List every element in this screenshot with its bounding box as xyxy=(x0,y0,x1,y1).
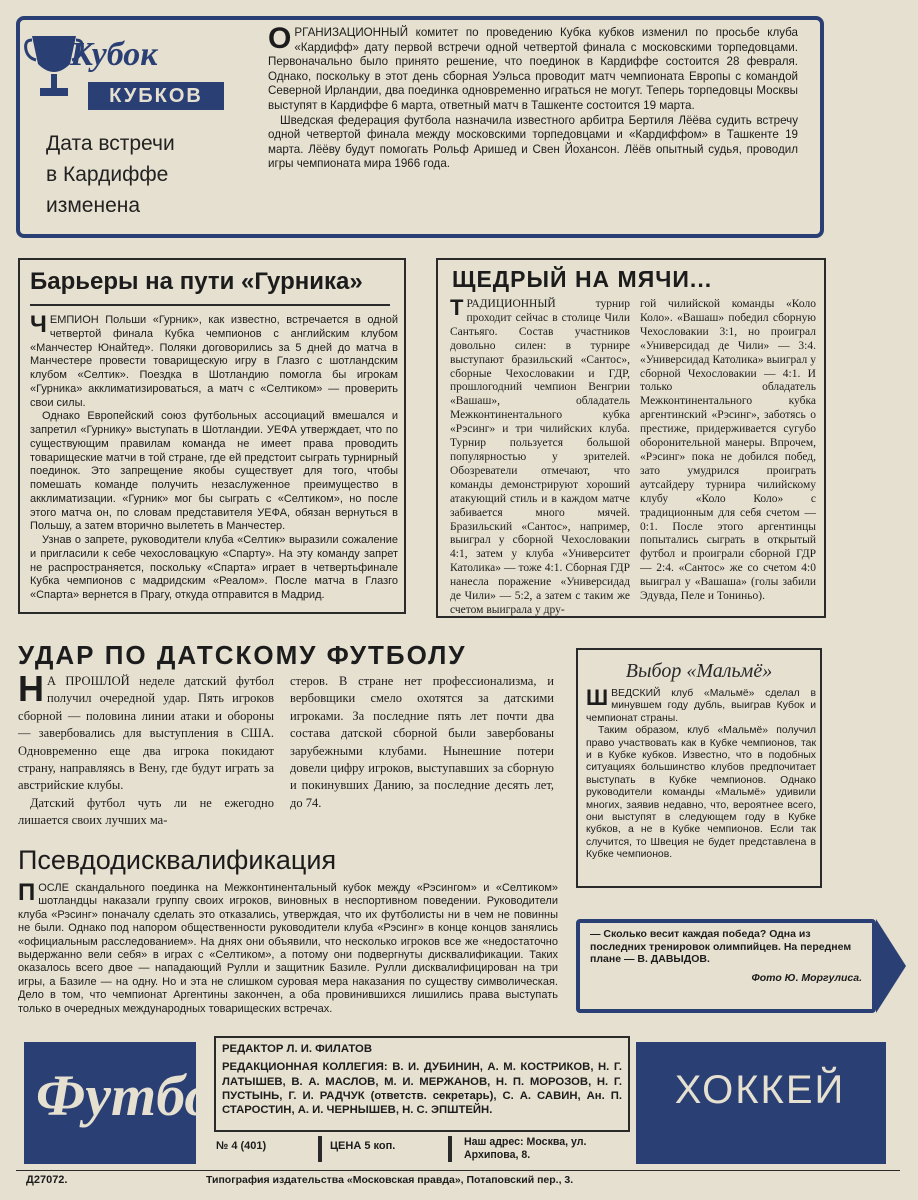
photo-caption xyxy=(590,928,862,984)
pseudo-article xyxy=(18,879,558,1016)
gurnik-headline: Барьеры на пути «Гурника» xyxy=(30,268,363,295)
gurnik-paragraph: Узнав о запрете, руководители клуба «Селтик» выразили сожаление и пригласили к себе чехословацкую «Спарту». На эту команду запрет не распространяется, поскольку «Спарта» играет в четвертьфинале Кубка чемпионов с мадридским «Реалом». После матча в Глазго «Спарта» вернется в Прагу, откуда отправится в Мадрид. xyxy=(30,534,398,601)
hockey-logo: ХОККЕЙ xyxy=(674,1068,846,1112)
drop-cap: Т xyxy=(450,295,464,320)
malmo-article xyxy=(586,685,816,862)
price: ЦЕНА 5 коп. xyxy=(330,1140,396,1152)
address: Наш адрес: Москва, ул. Архипова, 8. xyxy=(464,1136,587,1161)
cup-headline xyxy=(46,128,246,221)
printer-info: Типография издательства «Московская правда», Потаповский пер., 3. xyxy=(206,1174,574,1186)
cup-headline-line: изменена xyxy=(46,194,141,217)
cup-logo-banner: КУБКОВ xyxy=(88,82,224,110)
divider xyxy=(30,304,390,306)
drop-cap: П xyxy=(18,879,36,906)
cup-paragraph: ОРГАНИЗАЦИОННЫЙ комитет по проведению Кубка кубков изменил по просьбе клуба «Кардифф» дату первой встречи одной четвертой финала с московскими торпедовцами. Первоначально было принято решение, что поединок в Кардиффе состоится 28 февраля. Однако, поскольку в этот день сборная Уэльса проводит матч чемпионата Европы с командой Северной Ирландии, два поединка одновременно играться не могут. Теперь торпедовцы Москвы выступят в Кардиффе 6 марта, ответный матч в Ташкенте состоится 19 марта. xyxy=(268,22,798,112)
order-number: Д27072. xyxy=(26,1174,68,1186)
malmo-paragraph: ШВЕДСКИЙ клуб «Мальмё» сделал в минувшем году дубль, выиграв Кубок и чемпионат страны. xyxy=(586,685,816,724)
editor: РЕДАКТОР Л. И. ФИЛАТОВ xyxy=(222,1043,372,1055)
generous-column-1: ТРАДИЦИОННЫЙ турнир проходит сейчас в столице Чили Сантьяго. Состав участников довольно силен: в турнире выступают бразильский «Сантос», сборные Чехословакии и ГДР, прошлогодний чемпион Венгрии «Вашаш», обладатель Межконтинентального кубка «Рэсинг» и три чилийских клуба. Турнир пользуется большой популярностью у зрителей. Обозреватели отмечают, что команды демонстрируют хороший атакующий стиль и в каждом матче забивается много мячей. Бразильский «Сантос», например, выиграл у сборной Чехословакии 4:1, затем у клуба «Университет Католика» — тоже 4:1. Сборная ГДР нанесла поражение «Универсидад де Чили» — 5:2, а затем с таким же счетом выиграла у дру- xyxy=(450,295,630,616)
masthead-staff xyxy=(222,1042,622,1117)
generous-column-2: гой чилийской команды «Коло Коло». «Вашаш» победил сборную Чехословакии 3:1, но проиграл «Универсидад де Чили» — 3:4. «Универсидад Католика» выиграл у сборной Чехословакии — 4:1. И только обладатель Межконтинентального кубка аргентинский «Рэсинг», заботясь о престиже, придерживается сугубо оборонительной манеры. Впрочем, «Рэсинг» пока не добился побед, зато умудрился проиграть аутсайдеру турнира чилийскому клубу «Коло Коло» с традиционным для себя счетом — 0:1. После этого аргентинцы попытались сыграть в открытый футбол и проиграли сборной ГДР — 2:4. «Сантос» же со счетом 4:0 выиграл у «Вашаша» (голы забили Эдувда, Пеле и Тониньо). xyxy=(640,298,816,603)
drop-cap: Ш xyxy=(586,685,609,710)
arrow-right-icon xyxy=(876,919,906,1013)
gurnik-article xyxy=(30,311,398,603)
gurnik-paragraph: ЧЕМПИОН Польши «Гурник», как известно, встречается в одной четвертой финала Кубка чемпионов с английским клубом «Манчестер Юнайтед». Поляки договорились за 5 дней до матча в Манчестере провести товарищескую игру в Глазго с шотландским клубом «Селтик». Поездка в Шотландию помогла бы игрокам «Гурника» акклиматизироваться, а матч с «Селтиком» — проверить свои силы. xyxy=(30,311,398,409)
divider xyxy=(448,1136,452,1162)
cup-logo-script: Кубок xyxy=(70,36,158,73)
drop-cap: Н xyxy=(18,668,44,709)
footbol-logo: Футбол xyxy=(36,1063,242,1128)
photo-credit: Фото Ю. Моргулиса. xyxy=(751,971,862,984)
editorial-board: РЕДАКЦИОННАЯ КОЛЛЕГИЯ: В. И. ДУБИНИН, А. М. КОСТРИКОВ, Н. Г. ЛАТЫШЕВ, В. А. МАСЛОВ, М. И. МЕРЖАНОВ, Н. П. МОРОЗОВ, Н. Г. ПУСТЫНЬ, Г. И. РАДЧУК (ответств. секретарь), С. А. САВИН, Ан. П. СТАРОСТИН, А. И. ЧЕРНЫШЕВ, Н. С. ЭПШТЕЙН. xyxy=(222,1061,622,1117)
danish-column-1 xyxy=(18,668,274,830)
pseudo-headline: Псевдодисквалификация xyxy=(18,845,337,875)
malmo-paragraph: Таким образом, клуб «Мальмё» получил право участвовать как в Кубке чемпионов, так и в Кубке кубков. Известно, что в подобных ситуациях большинство клубов предпочитает выступать в Кубке чемпионов. Однако руководители команды «Мальмё» удивили многих, заявив недавно, что, вероятнее всего, они выступят в следующем году в Кубке кубков, а не в Кубке чемпионов. Если так случится, то Швеция не будет представлена в Кубке чемпионов. xyxy=(586,725,816,861)
danish-column-2: стеров. В стране нет профессионализма, и вербовщики смело охотятся за датскими игроками. За последние пять лет почти два состава датской сборной были завербованы зарубежными клубами. Нынешние потери довели цифру игроков, выступавших за сборную и покинувших Данию, за последние десять лет, до 74. xyxy=(290,674,554,810)
danish-paragraph: Датский футбол чуть ли не ежегодно лишается своих лучших ма- xyxy=(18,795,274,828)
divider xyxy=(318,1136,322,1162)
drop-cap: Ч xyxy=(30,311,47,338)
divider xyxy=(16,1170,900,1171)
danish-paragraph: Н А ПРОШЛОЙ неделе датский футбол получил очередной удар. Пять игроков сборной — половина линии атаки и обороны — завербовались для выступления в США. Одновременно еще два игрока покидают страну, направляясь в Вену, где будут играть за австрийские клубы. xyxy=(18,668,274,793)
cup-headline-line: в Кардиффе xyxy=(46,163,169,186)
photo-caption-text: — Сколько весит каждая победа? Одна из последних тренировок олимпийцев. На переднем плане — В. ДАВЫДОВ. xyxy=(590,928,852,966)
issue-number: № 4 (401) xyxy=(216,1140,267,1152)
cup-headline-line: Дата встречи xyxy=(46,132,175,155)
drop-cap: О xyxy=(268,22,292,55)
gurnik-paragraph: Однако Европейский союз футбольных ассоциаций вмешался и запретил «Гурнику» выступать в Шотландии. УЕФА утверждает, что по существующим правилам команда не имеет права проводить товарищеские матчи в той стране, где ей предстоит сыграть турнирный поединок. Это запрещение якобы существует для того, чтобы помешать команде получить незаслуженное преимущество в акклиматизации. «Гурник» мог бы сыграть с «Селтиком», но после этого матча он, по словам представителя УЕФА, обязан вернуться в Польшу, а затем вторично вылететь в Манчестер. xyxy=(30,410,398,533)
cup-article xyxy=(268,22,798,172)
generous-headline: ЩЕДРЫЙ НА МЯЧИ... xyxy=(452,266,713,292)
danish-headline: УДАР ПО ДАТСКОМУ ФУТБОЛУ xyxy=(18,640,467,670)
cup-paragraph: Шведская федерация футбола назначила известного арбитра Бертиля Лёёва судить встречу одной четвертой финала между московскими торпедовцами и «Кардиффом» в Ташкенте 19 марта. Лёёву будут помогать Рольф Аришед и Свен Йохансон. Лёёв опытный судья, проводил игры чемпионата мира 1966 года. xyxy=(268,113,798,171)
pseudo-paragraph: ПОСЛЕ скандального поединка на Межконтинентальный кубок между «Рэсингом» и «Селтиком» шотландцы наказали группу своих игроков, виновных в неспортивном поведении. Руководители клуба «Рэсинг» поначалу сделать это отказались, утверждая, что их футболисты ни в чем не повинны не были. Однако под напором общественности руководители клуба «Рэсинг» в конце концов занялись «официальным расследованием». На днях они объявили, что несколько игроков все же «недостаточно выдержанно вели себя» в играх с «Селтиком», а потому они подвергнуты дисквалификации. Таких оказалось всего двое — нападающий Рулли и защитник Базиле. Рулли дисквалифицирован на три игры, а Базиле — на одну. Но и эта не слишком суровая мера наказания по существу символическая. Дело в том, что чемпионат Аргентины закончен, а оба провинившихся лишились права выступать только в очередных международных товарищеских встречах. xyxy=(18,879,558,1015)
malmo-headline: Выбор «Мальмё» xyxy=(625,660,773,682)
